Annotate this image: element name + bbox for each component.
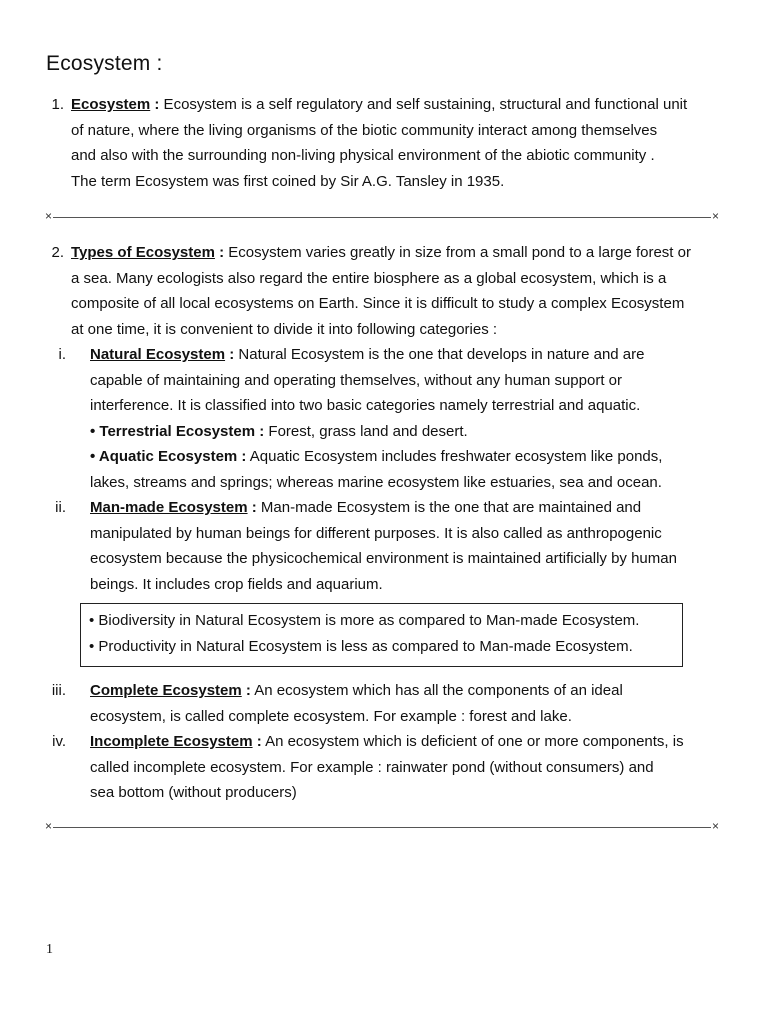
section-1-line-1-text: Ecosystem is a self regulatory and self sustaining, structural and functional unit bbox=[159, 96, 688, 113]
subsection-iv-heading: Incomplete Ecosystem bbox=[90, 733, 253, 750]
subsection-ii-number: ii. bbox=[55, 499, 66, 516]
subsection-iii-text bbox=[90, 678, 730, 729]
subsection-ii-line-3: ecosystem because the physicochemical environment is maintained artificially by human bbox=[90, 550, 677, 567]
subsection-iv-line-1 bbox=[90, 729, 730, 755]
subsection-i-line-1-text: Natural Ecosystem is the one that develops in nature and are bbox=[234, 346, 645, 363]
biodiversity-note: • Biodiversity in Natural Ecosystem is more as compared to Man-made Ecosystem. bbox=[89, 612, 640, 629]
section-2-line-2: a sea. Many ecologists also regard the entire biosphere as a global ecosystem, which is a bbox=[71, 269, 667, 287]
subsection-ii-line-1 bbox=[90, 495, 730, 521]
subsection-i-heading: Natural Ecosystem bbox=[90, 346, 226, 363]
section-2-text bbox=[71, 240, 731, 342]
section-1-text bbox=[71, 92, 731, 194]
subsection-iv-line-3: sea bottom (without producers) bbox=[90, 784, 297, 801]
section-1-colon: : bbox=[150, 96, 160, 113]
section-1-line-4: The term Ecosystem was first coined by Sir A.G. Tansley in 1935. bbox=[71, 172, 505, 190]
section-2-colon: : bbox=[214, 244, 225, 261]
subsection-ii-line-2: manipulated by human beings for different purposes. It is also called as anthropogenic bbox=[90, 524, 662, 542]
section-2-heading: Types of Ecosystem bbox=[71, 244, 215, 261]
separator-mark-right: × bbox=[711, 819, 719, 833]
section-2-line-1 bbox=[71, 240, 731, 266]
subsection-iv-line-1-text: An ecosystem which is deficient of one or more components, is bbox=[261, 733, 684, 750]
page-number: 1 bbox=[46, 942, 53, 957]
section-2-line-3: composite of all local ecosystems on Earth. Since it is difficult to study a complex Ecosystem bbox=[71, 295, 685, 312]
section-2-number: 2. bbox=[51, 244, 64, 261]
subsection-iii-line-1 bbox=[90, 678, 730, 704]
subsection-i-line-2: capable of maintaining and operating themselves, without any human support or bbox=[90, 371, 622, 389]
subsection-ii-colon: : bbox=[247, 499, 257, 516]
aquatic-bullet-line-2: lakes, streams and springs; whereas marine ecosystem like estuaries, sea and ocean. bbox=[90, 473, 662, 491]
page-title: Ecosystem : bbox=[46, 52, 163, 75]
subsection-ii-line-1-text: Man-made Ecosystem is the one that are maintained and bbox=[256, 499, 642, 516]
section-1-line-2: of nature, where the living organisms of the biotic community interact among themselves bbox=[71, 121, 658, 139]
section-1-line-1 bbox=[71, 92, 731, 118]
aquatic-bullet-label: • Aquatic Ecosystem : bbox=[90, 448, 247, 465]
subsection-ii-text bbox=[90, 495, 730, 597]
section-1-heading: Ecosystem bbox=[71, 96, 151, 113]
subsection-ii-line-4: beings. It includes crop fields and aquarium. bbox=[90, 575, 383, 593]
subsection-iv-line-2: called incomplete ecosystem. For example : rainwater pond (without consumers) and bbox=[90, 758, 654, 776]
comparison-box bbox=[80, 603, 683, 667]
section-separator-2 bbox=[45, 819, 719, 833]
section-separator-1 bbox=[45, 209, 719, 223]
section-2-line-4: at one time, it is convenient to divide it into following categories : bbox=[71, 320, 498, 338]
subsection-iv-number: iv. bbox=[52, 733, 66, 750]
subsection-iii-colon: : bbox=[241, 682, 251, 699]
subsection-i-line-3: interference. It is classified into two basic categories namely terrestrial and aquatic. bbox=[90, 397, 641, 414]
separator-mark-right: × bbox=[711, 209, 719, 223]
section-1-number: 1. bbox=[51, 96, 64, 113]
terrestrial-bullet-text: Forest, grass land and desert. bbox=[264, 422, 468, 440]
separator-line bbox=[53, 827, 711, 828]
separator-mark-left: × bbox=[45, 209, 53, 223]
subsection-i-colon: : bbox=[225, 346, 235, 363]
subsection-i-text bbox=[90, 342, 730, 495]
terrestrial-bullet-label: • Terrestrial Ecosystem : bbox=[90, 422, 265, 440]
section-1-line-3: and also with the surrounding non-living physical environment of the abiotic community . bbox=[71, 147, 655, 164]
separator-mark-left: × bbox=[45, 819, 53, 833]
subsection-i-number: i. bbox=[58, 346, 66, 363]
terrestrial-bullet bbox=[90, 419, 730, 445]
aquatic-bullet-text: Aquatic Ecosystem includes freshwater ecosystem like ponds, bbox=[246, 448, 663, 465]
separator-line bbox=[53, 217, 711, 218]
subsection-i-line-1 bbox=[90, 342, 730, 368]
section-2-line-1-text: Ecosystem varies greatly in size from a small pond to a large forest or bbox=[224, 244, 691, 261]
subsection-iii-line-1-text: An ecosystem which has all the components of an ideal bbox=[250, 682, 623, 699]
productivity-note: • Productivity in Natural Ecosystem is less as compared to Man-made Ecosystem. bbox=[89, 637, 633, 655]
subsection-iii-number: iii. bbox=[51, 682, 66, 699]
subsection-iii-heading: Complete Ecosystem bbox=[90, 682, 242, 699]
aquatic-bullet bbox=[90, 444, 730, 470]
subsection-ii-heading: Man-made Ecosystem bbox=[90, 499, 248, 516]
subsection-iv-colon: : bbox=[252, 733, 262, 750]
subsection-iii-line-2: ecosystem, is called complete ecosystem. For example : forest and lake. bbox=[90, 707, 572, 725]
subsection-iv-text bbox=[90, 729, 730, 806]
